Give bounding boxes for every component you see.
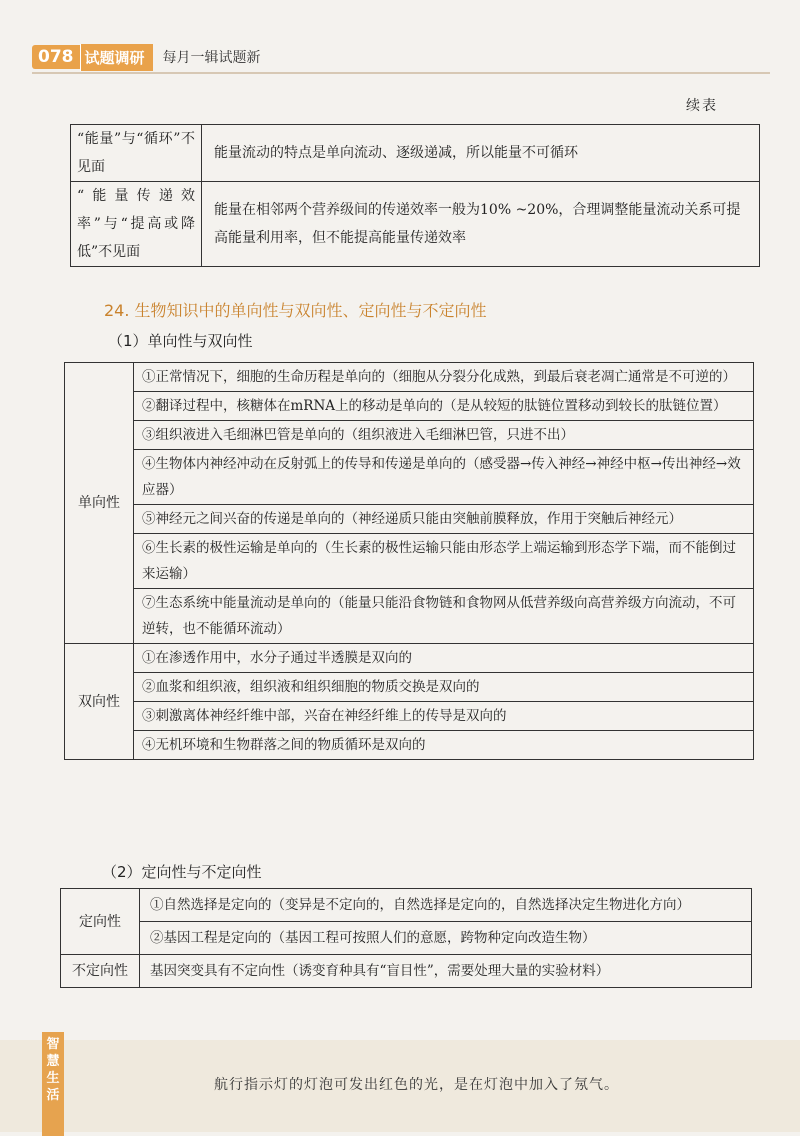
row-key: “能量”与“循环”不见面 [71,125,202,182]
directed-label: 定向性 [61,889,140,955]
subsection-title-1: （1）单向性与双向性 [108,332,253,350]
section-title: 24. 生物知识中的单向性与双向性、定向性与不定向性 [104,301,487,320]
undirected-label: 不定向性 [61,955,140,988]
row-value: 能量在相邻两个营养级间的传递效率一般为10% ~20%，合理调整能量流动关系可提高能量利用率，但不能提高能量传递效率 [202,182,760,267]
list-item: ④生物体内神经冲动在反射弧上的传导和传递是单向的（感受器→传入神经→神经中枢→传出神经→效应器） [134,450,754,505]
table-row [65,450,754,505]
section-label: 试题调研 [80,44,153,71]
footer-tip: 航行指示灯的灯泡可发出红色的光，是在灯泡中加入了氖气。 [214,1077,619,1093]
list-item: ①正常情况下，细胞的生命历程是单向的（细胞从分裂分化成熟，到最后衰老凋亡通常是不可逆的） [134,363,754,392]
table-row [65,534,754,589]
table-row [71,182,760,267]
page-number: 078 [32,45,80,69]
table-row [65,673,754,702]
list-item: ①在渗透作用中，水分子通过半透膜是双向的 [134,644,754,673]
direction-table [64,362,754,760]
table-row [61,955,752,988]
list-item: ②翻译过程中，核糖体在mRNA上的移动是单向的（是从较短的肽链位置移动到较长的肽链位置） [134,392,754,421]
list-item: 基因突变具有不定向性（诱变育种具有“盲目性”，需要处理大量的实验材料） [140,955,752,988]
directedness-table [60,888,752,988]
list-item: ⑥生长素的极性运输是单向的（生长素的极性运输只能由形态学上端运输到形态学下端，而不能倒过来运输） [134,534,754,589]
list-item: ⑦生态系统中能量流动是单向的（能量只能沿食物链和食物网从低营养级向高营养级方向流动，不可逆转，也不能循环流动） [134,589,754,644]
list-item: ④无机环境和生物群落之间的物质循环是双向的 [134,731,754,760]
table-row [65,644,754,673]
list-item: ②血浆和组织液，组织液和组织细胞的物质交换是双向的 [134,673,754,702]
table-row [65,731,754,760]
list-item: ③刺激离体神经纤维中部，兴奋在神经纤维上的传导是双向的 [134,702,754,731]
list-item: ②基因工程是定向的（基因工程可按照人们的意愿，跨物种定向改造生物） [140,922,752,955]
header-divider [32,72,770,74]
table-row [65,589,754,644]
continued-table [70,124,760,267]
table-row [61,889,752,922]
table-row [65,505,754,534]
one-way-label: 单向性 [65,363,134,644]
header-subtitle: 每月一辑试题新 [162,50,261,66]
table-row [65,702,754,731]
continued-label: 续表 [686,98,718,114]
page-header [32,44,261,70]
two-way-label: 双向性 [65,644,134,760]
list-item: ⑤神经元之间兴奋的传递是单向的（神经递质只能由突触前膜释放，作用于突触后神经元） [134,505,754,534]
subsection-title-2: （2）定向性与不定向性 [102,863,262,881]
row-value: 能量流动的特点是单向流动、逐级递减，所以能量不可循环 [202,125,760,182]
row-key: “能量传递效率”与“提高或降低”不见面 [71,182,202,267]
list-item: ①自然选择是定向的（变异是不定向的，自然选择是定向的，自然选择决定生物进化方向） [140,889,752,922]
table-row [65,363,754,392]
table-row [65,421,754,450]
list-item: ③组织液进入毛细淋巴管是单向的（组织液进入毛细淋巴管，只进不出） [134,421,754,450]
table-row [65,392,754,421]
footer-side-label: 智慧生活 [42,1032,64,1136]
table-row [71,125,760,182]
table-row [61,922,752,955]
